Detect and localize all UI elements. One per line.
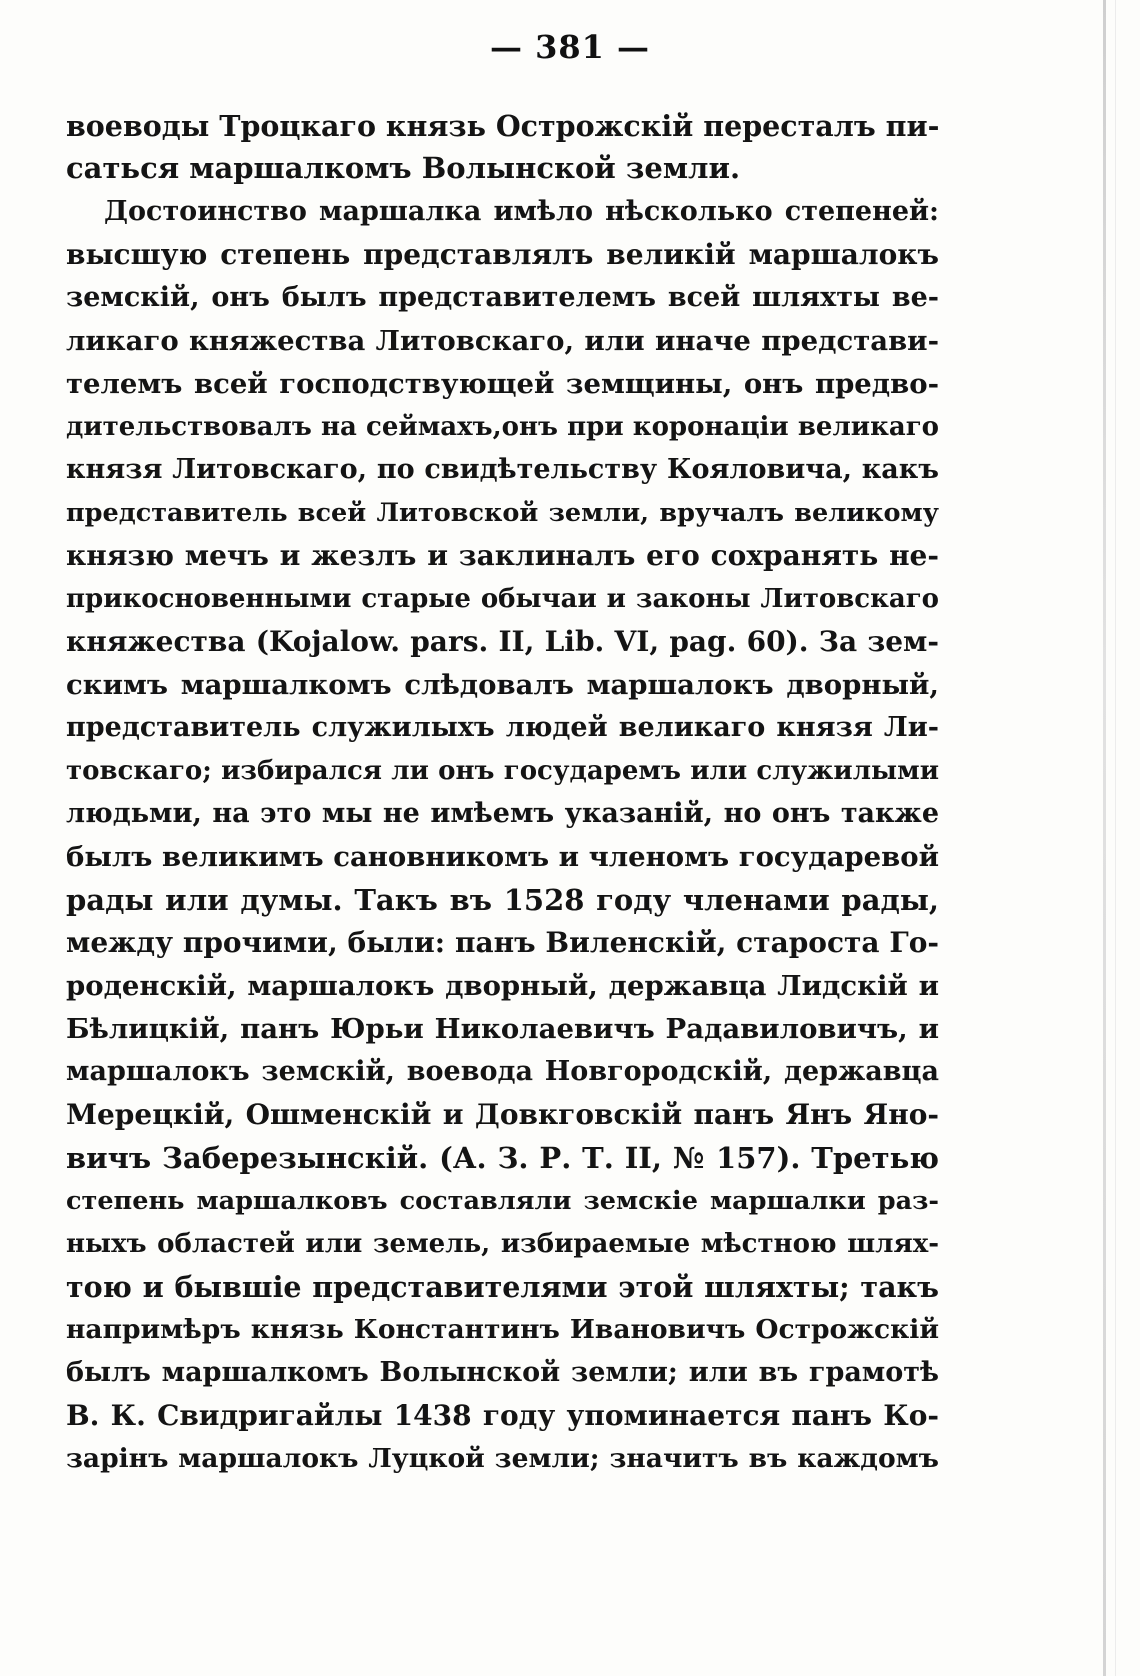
text-line: вичъ Заберезынскій. (А. З. Р. Т. II, № 157). Третью — [66, 1141, 939, 1175]
page-number: — 381 — — [489, 28, 651, 66]
text-line: товскаго; избирался ли онъ государемъ или служилыми — [66, 756, 939, 786]
text-line: В. К. Свидригайлы 1438 году упоминается панъ Ко- — [66, 1399, 939, 1432]
text-line: тою и бывшіе представителями этой шляхты; такъ — [66, 1270, 939, 1304]
text-line: представитель всей Литовской земли, вручалъ великому — [66, 498, 939, 528]
text-line: земскій, онъ былъ представителемъ всей шляхты ве- — [66, 282, 939, 313]
text-line: князя Литовскаго, по свидѣтельству Кояловича, какъ — [66, 454, 939, 485]
text-line: представитель служилыхъ людей великаго князя Ли- — [66, 712, 939, 743]
text-line: зарінъ маршалокъ Луцкой земли; значитъ въ каждомъ — [66, 1443, 939, 1474]
text-line: скимъ маршалкомъ слѣдовалъ маршалокъ дворный, — [66, 669, 939, 701]
text-line: напримѣръ князь Константинъ Ивановичъ Острожскій — [66, 1314, 939, 1345]
text-line: людьми, на это мы не имѣемъ указаній, но онъ также — [66, 798, 939, 829]
text-line: рады или думы. Такъ въ 1528 году членами рады, — [66, 883, 939, 917]
text-line: ликаго княжества Литовскаго, или иначе представи- — [66, 325, 939, 357]
text-line: княжества (Kojalow. pars. II, Lib. VI, pag. 60). За зем- — [66, 625, 939, 658]
text-line: ныхъ областей или земель, избираемые мѣстною шлях- — [66, 1229, 939, 1259]
text-line: князю мечъ и жезлъ и заклиналъ его сохранять не- — [66, 539, 939, 572]
text-line: былъ маршалкомъ Волынской земли; или въ грамотѣ — [66, 1357, 939, 1388]
text-line: телемъ всей господствующей земщины, онъ предво- — [66, 368, 939, 400]
text-line: высшую степень представлялъ великій маршалокъ — [66, 238, 939, 271]
text-line: степень маршалковъ составляли земскіе маршалки раз- — [66, 1186, 939, 1216]
text-line: Мерецкій, Ошменскій и Довкговскій панъ Янъ Яно- — [66, 1098, 939, 1131]
text-line: между прочими, были: панъ Виленскій, староста Го- — [66, 926, 939, 959]
text-line: маршалокъ земскій, воевода Новгородскій, державца — [66, 1056, 939, 1087]
text-line: воеводы Троцкаго князь Острожскій пересталъ пи- — [66, 109, 940, 143]
text-line: Достоинство маршалка имѣло нѣсколько степеней: — [104, 196, 939, 227]
text-line: прикосновенными старые обычаи и законы Литовскаго — [66, 584, 939, 614]
text-line: дительствовалъ на сеймахъ,онъ при коронаціи великаго — [66, 412, 939, 442]
text-line: Бѣлицкій, панъ Юрьи Николаевичъ Радавиловичъ, и — [66, 1013, 939, 1045]
text-line: роденскій, маршалокъ дворный, державца Лидскій и — [66, 970, 939, 1002]
text-line: былъ великимъ сановникомъ и членомъ государевой — [66, 841, 939, 873]
text-line: саться маршалкомъ Волынской земли. — [66, 151, 741, 185]
